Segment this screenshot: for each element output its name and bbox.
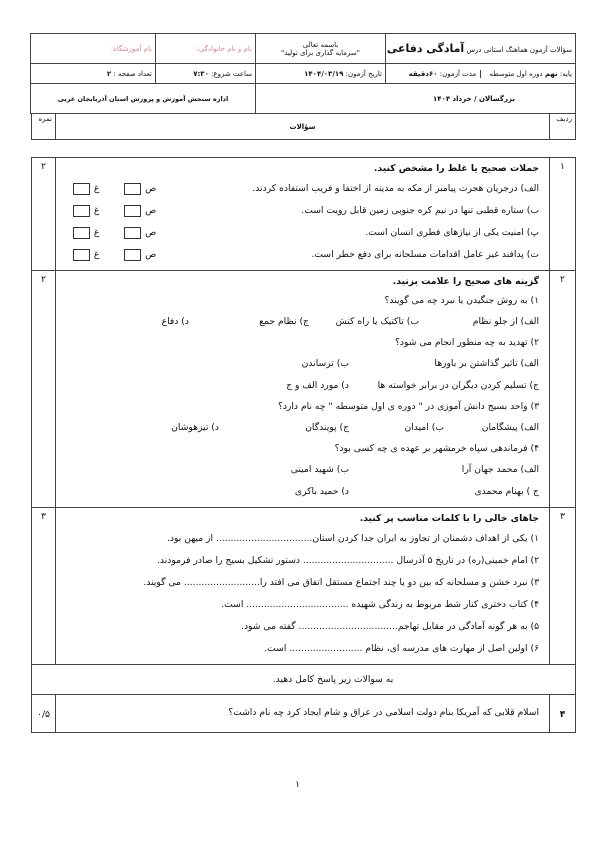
exam-header	[31, 33, 576, 143]
exam-title	[386, 34, 576, 64]
question-body	[56, 271, 550, 508]
false-label: غ	[93, 183, 100, 194]
mc-option[interactable]: د) مورد الف و ج	[286, 380, 349, 391]
mc-option[interactable]: ج) تسلیم کردن دیگران در برابر خواسته ها	[377, 380, 539, 391]
question-body	[56, 508, 550, 665]
slogan: "سرمایه گذاری برای تولید"	[281, 48, 360, 57]
start-value: ۷:۳۰	[193, 69, 209, 78]
grade-cell	[386, 64, 576, 84]
god-name: باسمه تعالی	[302, 40, 339, 49]
mc-options	[66, 375, 539, 397]
start-time-cell	[156, 64, 256, 84]
true-label: ص	[145, 227, 157, 238]
tf-item-text: الف) درجریان هجرت پیامبر از مکه به مدینه از اختفا و فریب استفاده کردند.	[252, 183, 539, 194]
tf-item	[66, 178, 539, 200]
school-name-field[interactable]: نام آموزشگاه:	[31, 34, 156, 64]
question-score: ۰/۵	[32, 695, 56, 733]
pages-label: تعداد صفحه :	[113, 69, 152, 78]
mc-option[interactable]: ج ) بهنام محمدی	[474, 486, 539, 497]
false-checkbox[interactable]	[73, 183, 90, 195]
mc-option[interactable]: د) تیزهوشان	[171, 422, 219, 433]
tf-item-text: پ) امنیت یکی از نیازهای فطری انسان است.	[365, 227, 539, 238]
tf-item-text: ت) پدافند غیر عامل اقدامات مسلحانه برای دفع خطر است.	[311, 249, 539, 260]
true-checkbox[interactable]	[124, 249, 141, 261]
mc-option[interactable]: ب) تاکتیک یا راه کنش	[335, 316, 419, 327]
question-title: گزینه های صحیح را علامت بزنید.	[392, 276, 539, 287]
date-cell	[256, 64, 386, 84]
duration-value: ۶۰دقیقه	[408, 69, 438, 78]
tf-item	[66, 200, 539, 222]
grade-prefix: پایه:	[559, 69, 572, 78]
mc-option[interactable]: ب) امیدان	[404, 422, 444, 433]
mc-option[interactable]: الف) محمد جهان آرا	[461, 464, 539, 475]
mc-option[interactable]: ب) شهید امینی	[290, 464, 349, 475]
grade-suffix: دوره اول متوسطه	[489, 69, 543, 78]
false-label: غ	[93, 227, 100, 238]
mc-options	[66, 417, 539, 439]
true-checkbox[interactable]	[124, 183, 141, 195]
fill-blank-item: ۴) کتاب دختری کنار شط مربوط به زندگی شهیده ................................... است.	[221, 599, 539, 610]
question-title: جملات صحیح یا غلط را مشخص کنید.	[373, 163, 539, 174]
descriptive-note-row	[32, 665, 576, 695]
duration	[409, 70, 482, 78]
mc-option[interactable]: د) حمید باکری	[294, 486, 349, 497]
question-row-2	[32, 271, 576, 508]
score-label: نمره	[32, 114, 56, 140]
questions-table	[31, 157, 576, 733]
duration-label: مدت آزمون:	[439, 69, 477, 78]
false-label: غ	[93, 249, 100, 260]
mc-option[interactable]: ج) پویندگان	[305, 422, 349, 433]
mc-option[interactable]: الف) از جلو نظام	[472, 316, 539, 327]
descriptive-note: به سوالات زیر پاسخ کامل دهید.	[32, 665, 576, 695]
god-name-cell	[256, 34, 386, 64]
mc-option[interactable]: د) دفاع	[161, 316, 189, 327]
mc-options	[66, 353, 539, 375]
mc-options	[66, 459, 539, 481]
grade-value: نهم	[544, 69, 558, 78]
fill-blank-item: ۵) به هر گونه آمادگی در مقابل تهاجم.................................. گفته می شود.	[241, 621, 539, 632]
question-row-4	[32, 695, 576, 733]
false-checkbox[interactable]	[73, 249, 90, 261]
tf-options	[72, 244, 156, 267]
session-info: بزرگسالان / خرداد ۱۴۰۴	[256, 84, 576, 114]
page-number: ۱	[295, 780, 300, 790]
fill-blank-item: ۱) یکی از اهداف دشمنان از تجاوز به ایران جدا کردن استان................................. از میهن بود.	[166, 533, 539, 544]
false-label: غ	[93, 205, 100, 216]
fill-blank-item: ۳) نبرد خشن و مسلحانه که بین دو یا چند اجتماع مستقل اتفاق می افتد را.......................... می گویند.	[143, 577, 539, 588]
question-number: ۳	[550, 508, 576, 665]
question-title: جاهای خالی را با کلمات مناسب پر کنید.	[359, 513, 539, 524]
mc-option[interactable]: الف) تاثیر گذاشتن بر باورها	[434, 358, 539, 369]
question-row-1	[32, 158, 576, 271]
false-checkbox[interactable]	[73, 227, 90, 239]
true-label: ص	[145, 249, 157, 260]
true-label: ص	[145, 205, 157, 216]
mc-option[interactable]: ج) نظام جمع	[259, 316, 309, 327]
question-score: ۳	[32, 508, 56, 665]
tf-options	[72, 222, 156, 245]
row-label: ردیف	[550, 114, 576, 140]
question-score: ۲	[32, 271, 56, 508]
tf-item	[66, 222, 539, 244]
mc-options	[66, 481, 539, 503]
title-prefix: سؤالات آزمون هماهنگ استانی درس	[466, 46, 572, 54]
mc-question-text: ۴) فرماندهی سپاه خرمشهر بر عهده ی چه کسی بود؟	[334, 443, 539, 454]
question-number: ۴	[550, 695, 576, 733]
mc-question-text: ۳) واحد بسیج دانش آموزی در " دوره ی اول متوسطه " چه نام دارد؟	[277, 401, 539, 412]
false-checkbox[interactable]	[73, 205, 90, 217]
start-label: ساعت شروع:	[211, 69, 252, 78]
subject-name: آمادگی دفاعی	[386, 42, 465, 55]
true-label: ص	[145, 183, 157, 194]
question-text: اسلام قلابی که آمریکا بنام دولت اسلامی در عراق و شام ایجاد کرد چه نام داشت؟	[56, 695, 550, 733]
mc-question-text: ۱) به روش جنگیدن یا نبرد چه می گویند؟	[384, 295, 539, 306]
questions-title: سؤالات	[56, 114, 550, 140]
student-name-field[interactable]: نام و نام خانوادگی:	[156, 34, 256, 64]
fill-blank-item: ۲) امام خمینی(ره) در تاریخ ۵ آذرسال ............................... دستور تشکیل بسیج را صادر فرمودند.	[157, 555, 539, 566]
true-checkbox[interactable]	[124, 205, 141, 217]
question-number: ۲	[550, 271, 576, 508]
mc-options	[66, 311, 539, 333]
education-office: اداره سنجش آموزش و پرورش استان آذربایجان غربی	[31, 84, 256, 114]
question-number: ۱	[550, 158, 576, 271]
tf-item	[66, 244, 539, 266]
tf-options	[72, 200, 156, 223]
fill-blank-item: ۶) اولین اصل از مهارت های مدرسه ای، نظام ......................... است.	[264, 643, 539, 654]
mc-option[interactable]: ب) ترساندن	[301, 358, 349, 369]
date-label: تاریخ آزمون:	[345, 69, 382, 78]
true-checkbox[interactable]	[124, 227, 141, 239]
question-body	[56, 158, 550, 271]
pages-value: ۲	[106, 69, 112, 78]
mc-option[interactable]: الف) پیشگامان	[481, 422, 539, 433]
mc-question-text: ۲) تهدید به چه منظور انجام می شود؟	[395, 337, 539, 348]
date-value: ۱۴۰۴/۰۳/۱۹	[304, 69, 344, 78]
question-score: ۲	[32, 158, 56, 271]
tf-options	[72, 178, 156, 201]
pages-cell	[31, 64, 156, 84]
question-row-3	[32, 508, 576, 665]
tf-item-text: ب) ستاره قطبی تنها در نیم کره جنوبی زمین قابل رویت است.	[301, 205, 539, 216]
